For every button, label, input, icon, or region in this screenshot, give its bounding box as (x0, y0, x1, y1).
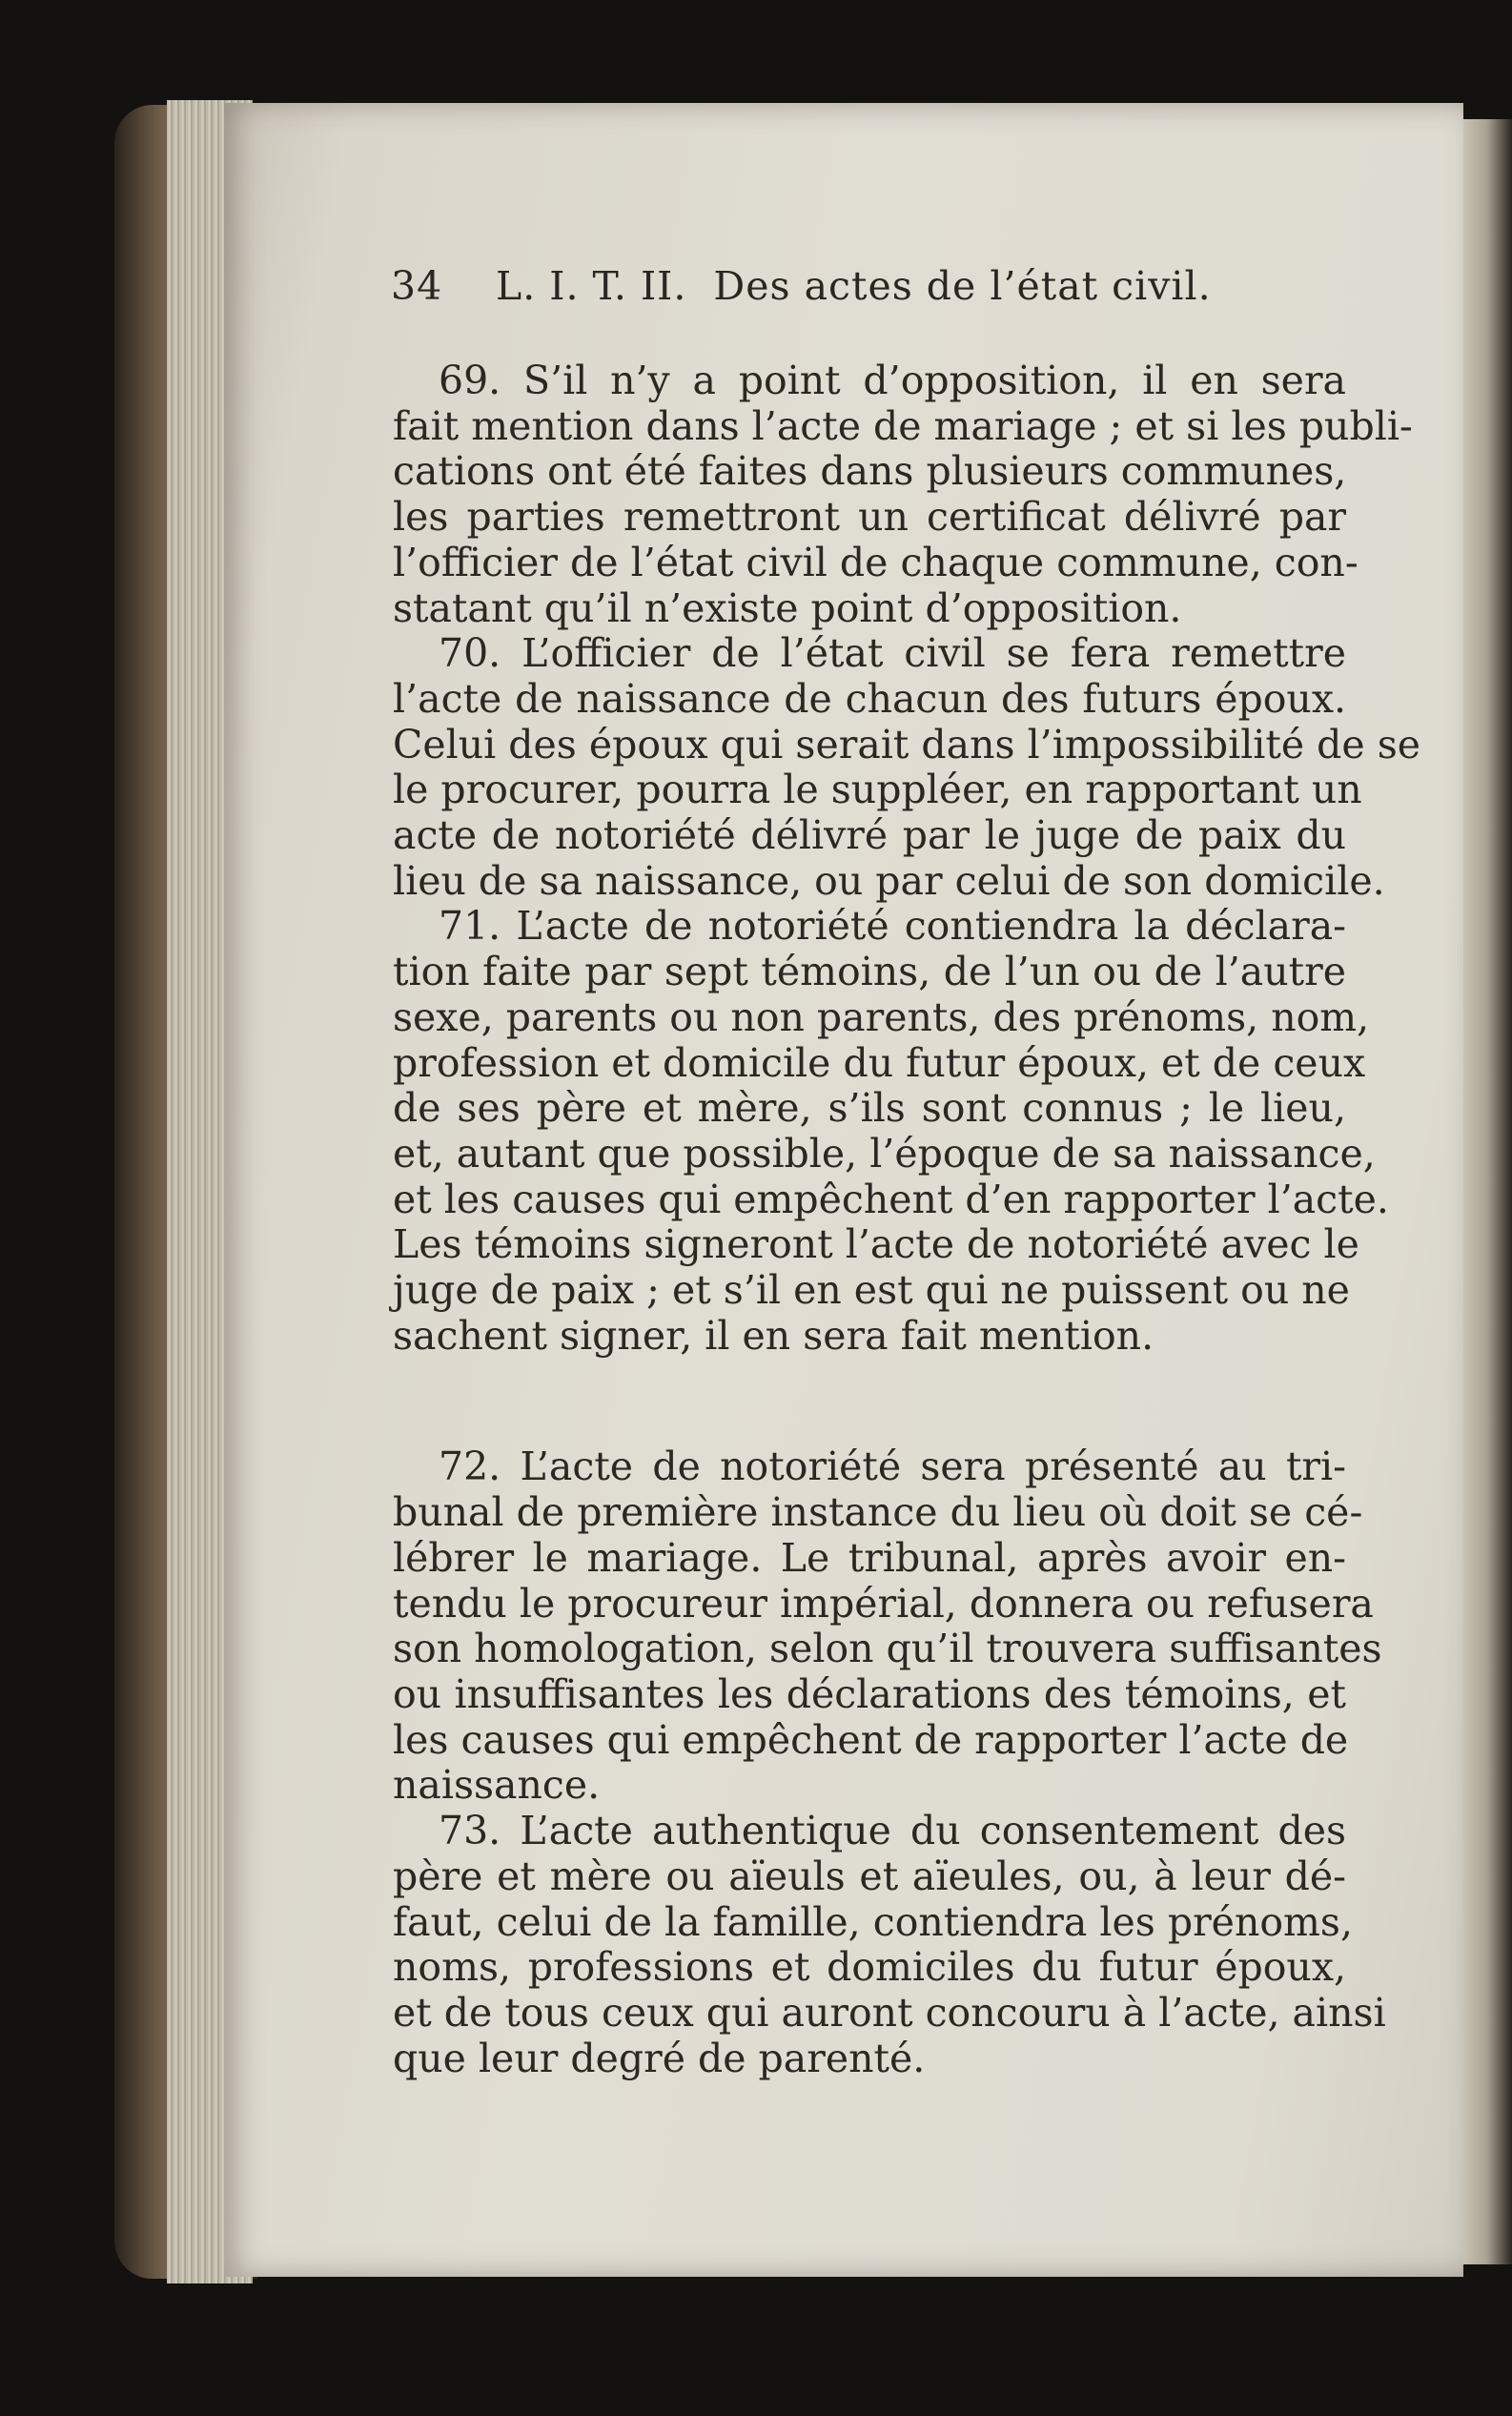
text-line: le procurer, pourra le suppléer, en rapportant un (393, 767, 1362, 813)
text-line: fait mention dans l’acte de mariage ; et si les publi- (393, 402, 1413, 449)
text-line: que leur degré de parenté. (393, 2035, 926, 2081)
article-71 (393, 903, 1389, 1359)
text-line: lieu de sa naissance, ou par celui de son domicile. (393, 857, 1385, 904)
text-line: faut, celui de la famille, contiendra les prénoms, (393, 1898, 1353, 1945)
text-line: noms, professions et domiciles du futur époux, (393, 1944, 1346, 1991)
text-line: tendu le procureur impérial, donnera ou refusera (393, 1580, 1374, 1627)
text-line: père et mère ou aïeuls et aïeules, ou, à leur dé- (393, 1853, 1346, 1899)
text-line: l’officier de l’état civil de chaque commune, con- (393, 539, 1359, 585)
body-text (393, 358, 1421, 2081)
book-reference: L. I. T. II. (496, 263, 687, 309)
article-70 (393, 630, 1421, 904)
article-73 (393, 1808, 1386, 2081)
text-line: tion faite par sept témoins, de l’un ou de l’autre (393, 949, 1346, 995)
text-line: les parties remettront un certificat délivré par (393, 494, 1346, 541)
text-line: et, autant que possible, l’époque de sa naissance, (393, 1130, 1376, 1177)
text-line: 69. S’il n’y a point d’opposition, il en sera (439, 358, 1346, 403)
text-line: profession et domicile du futur époux, et de ceux (393, 1039, 1366, 1086)
text-line: juge de paix ; et s’il en est qui ne puissent ou ne (393, 1267, 1350, 1314)
page-number: 34 (391, 263, 443, 309)
article-72 (393, 1443, 1382, 1809)
text-line: 70. L’officier de l’état civil se fera remettre (439, 630, 1346, 677)
text-line: et de tous ceux qui auront concouru à l’acte, ainsi (393, 1989, 1386, 2036)
text-line: 73. L’acte authentique du consentement des (439, 1808, 1346, 1854)
blank-space (393, 1359, 1346, 1444)
text-line: l’acte de naissance de chacun des futurs époux. (393, 675, 1346, 722)
text-line: les causes qui empêchent de rapporter l’acte de (393, 1716, 1349, 1763)
text-line: 71. L’acte de notoriété contiendra la déclara- (439, 903, 1346, 950)
article-69 (393, 358, 1413, 631)
text-line: ou insuffisantes les déclarations des témoins, et (393, 1670, 1346, 1717)
text-line: 72. L’acte de notoriété sera présenté au tri- (439, 1443, 1346, 1490)
text-line: son homologation, selon qu’il trouvera suffisantes (393, 1626, 1382, 1672)
text-line: naissance. (393, 1762, 601, 1809)
running-header (391, 263, 1325, 309)
text-line: lébrer le mariage. Le tribunal, après avoir en- (393, 1534, 1346, 1581)
text-line: sexe, parents ou non parents, des prénoms, nom, (393, 993, 1370, 1040)
text-line: Les témoins signeront l’acte de notoriété avec le (393, 1221, 1359, 1268)
chapter-title: Des actes de l’état civil. (713, 263, 1212, 309)
text-line: Celui des époux qui serait dans l’impossibilité de se (393, 721, 1421, 768)
text-line: statant qu’il n’existe point d’opposition. (393, 584, 1182, 631)
text-line: de ses père et mère, s’ils sont connus ; le lieu, (393, 1085, 1346, 1132)
text-line: cations ont été faites dans plusieurs communes, (393, 448, 1347, 495)
text-line: bunal de première instance du lieu où doit se cé- (393, 1489, 1363, 1536)
text-line: et les causes qui empêchent d’en rapporter l’acte. (393, 1176, 1389, 1222)
text-line: acte de notoriété délivré par le juge de paix du (393, 812, 1346, 859)
text-line: sachent signer, il en sera fait mention. (393, 1312, 1154, 1359)
